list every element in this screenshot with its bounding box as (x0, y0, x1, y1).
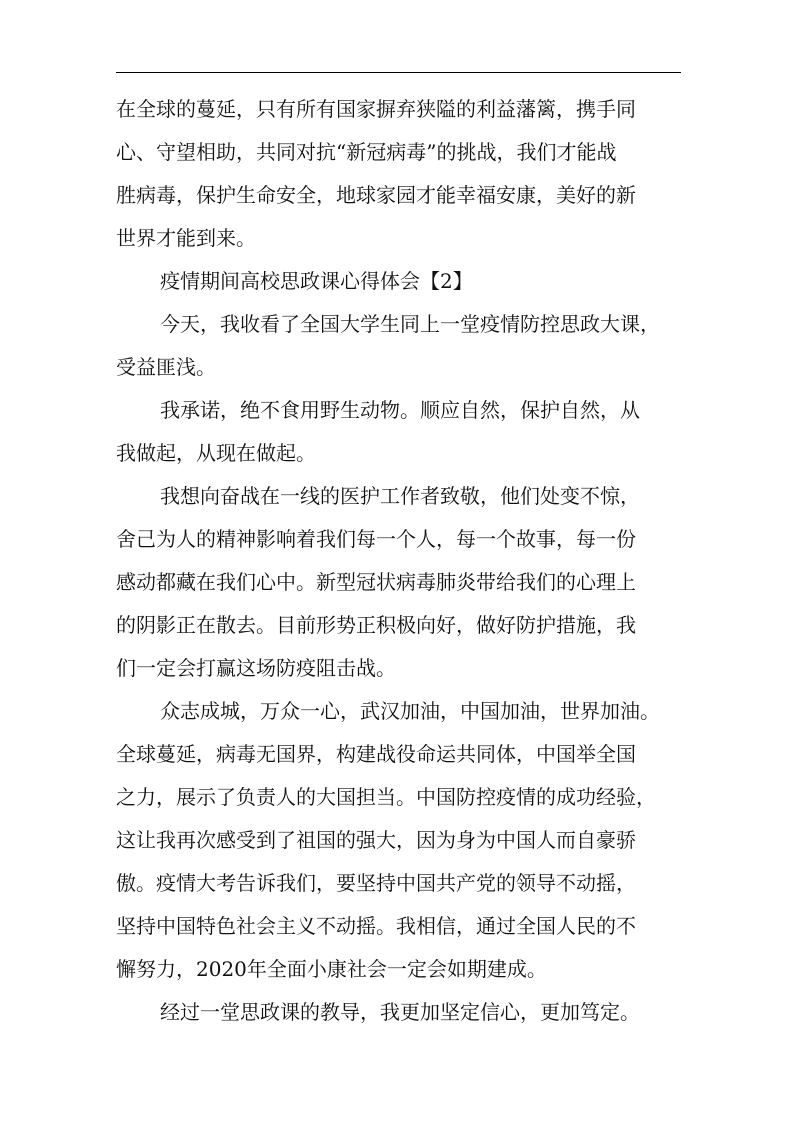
text-line: 这让我再次感受到了祖国的强大，因为身为中国人而自豪骄 (116, 828, 636, 852)
text-line: 懈努力，2020年全面小康社会一定会如期建成。 (116, 957, 547, 981)
text-line: 今天，我收看了全国大学生同上一堂疫情防控思政大课， (160, 312, 660, 336)
text-line: 舍己为人的精神影响着我们每一个人，每一个故事，每一份 (116, 527, 636, 551)
document-body (116, 88, 674, 1034)
text-line: 傲。疫情大考告诉我们，要坚持中国共产党的领导不动摇， (116, 871, 636, 895)
text-line: 我想向奋战在一线的医护工作者致敬，他们处变不惊， (160, 484, 640, 508)
text-line: 全球蔓延，病毒无国界，构建战役命运共同体，中国举全国 (116, 742, 636, 766)
text-line: 胜病毒，保护生命安全，地球家园才能幸福安康，美好的新 (116, 183, 636, 207)
text-line: 心、守望相助，共同对抗“新冠病毒”的挑战，我们才能战 (116, 140, 617, 164)
text-line: 之力，展示了负责人的大国担当。中国防控疫情的成功经验， (116, 785, 656, 809)
text-line: 世界才能到来。 (116, 226, 256, 250)
text-line: 疫情期间高校思政课心得体会【2】 (160, 269, 473, 293)
text-line: 在全球的蔓延，只有所有国家摒弃狭隘的利益藩篱，携手同 (116, 97, 636, 121)
text-line: 经过一堂思政课的教导，我更加坚定信心，更加笃定。 (160, 1000, 640, 1024)
text-line: 坚持中国特色社会主义不动摇。我相信，通过全国人民的不 (116, 914, 636, 938)
text-line: 们一定会打赢这场防疫阻击战。 (116, 656, 396, 680)
text-line: 受益匪浅。 (116, 355, 216, 379)
text-line: 众志成城，万众一心，武汉加油，中国加油，世界加油。 (160, 699, 660, 723)
header-rule (116, 72, 681, 73)
text-line: 我做起，从现在做起。 (116, 441, 316, 465)
text-line: 的阴影正在散去。目前形势正积极向好，做好防护措施，我 (116, 613, 636, 637)
text-line: 我承诺，绝不食用野生动物。顺应自然，保护自然，从 (160, 398, 640, 422)
text-line: 感动都藏在我们心中。新型冠状病毒肺炎带给我们的心理上 (116, 570, 636, 594)
